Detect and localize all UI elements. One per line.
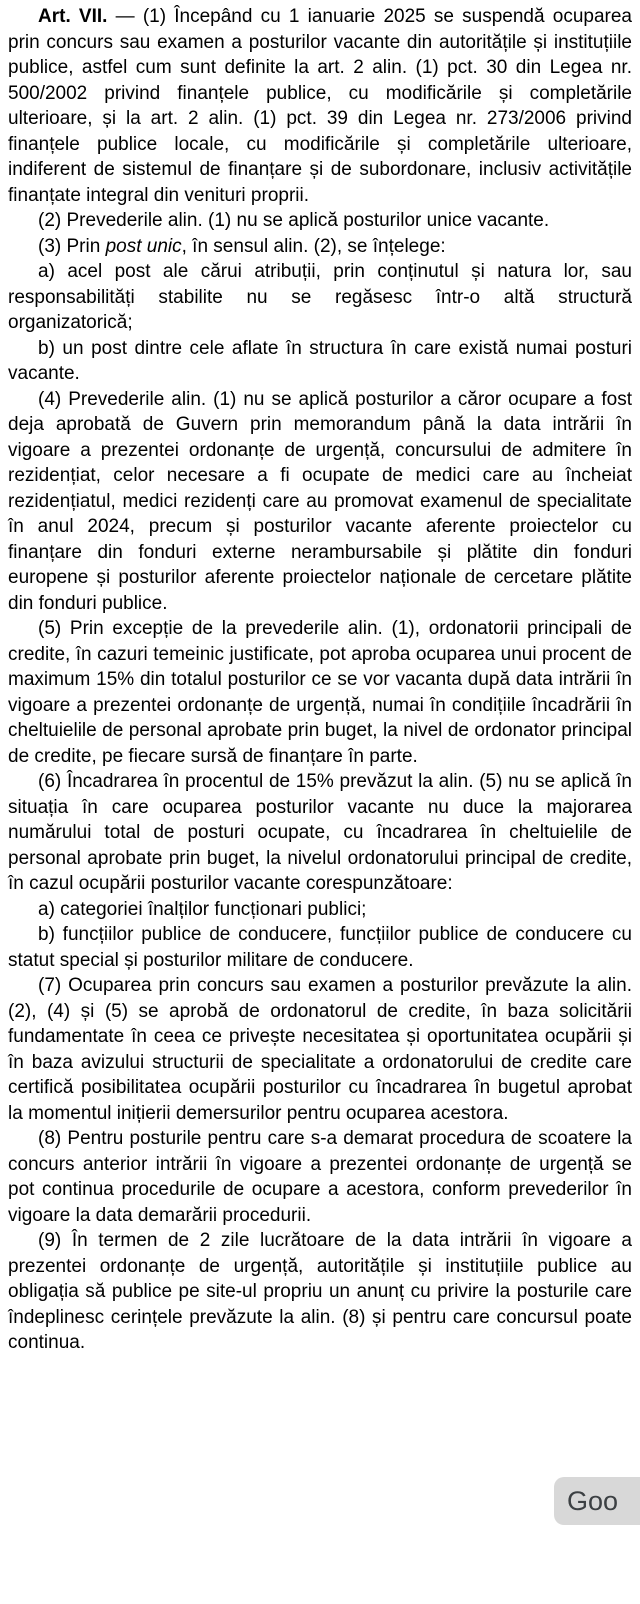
text-run: (6) Încadrarea în procentul de 15% prevăzut la alin. (5) nu se aplică în situația în care ocuparea posturilor vacante nu duce la majorarea numărului total de posturi ocupate, cu încadrarea în cheltuielile de personal aprobate prin buget, la nivelul ordonatorului principal de credite, în cazul ocupării posturilor vacante corespunzătoare: bbox=[8, 771, 632, 894]
paragraph bbox=[8, 897, 632, 923]
paragraph bbox=[8, 616, 632, 769]
text-run: (2) Prevederile alin. (1) nu se aplică posturilor unice vacante. bbox=[38, 210, 550, 231]
paragraph bbox=[8, 234, 632, 260]
text-run: (4) Prevederile alin. (1) nu se aplică posturilor a căror ocupare a fost deja aprobată de Guvern prin memorandum până la data intrării în vigoare a prezentei ordonanțe de urgență, concursului de admitere în rezidențiat, celor necesare a fi ocupate de medici care au încheiat rezidențiatul, medici rezidenți care au promovat examenul de specialitate în anul 2024, precum și posturilor vacante aferente proiectelor cu finanțare din fonduri externe nerambursabile și plătite din fonduri europene și posturilor aferente proiectelor naționale de cercetare plătite din fonduri publice. bbox=[8, 388, 632, 614]
text-run: (7) Ocuparea prin concurs sau examen a posturilor prevăzute la alin. (2), (4) și (5) se aprobă de ordonatorul de credite, în baza solicitării fundamentate în ceea ce privește necesitatea și oportunitatea ocupării și în baza avizului structurii de specialitate a ordonatorului de credite care certifică posibilitatea ocupării posturilor cu încadrarea în bugetul aprobat la momentul inițierii demersurilor pentru ocuparea acestora. bbox=[8, 975, 632, 1124]
google-widget-label: Goo bbox=[567, 1485, 619, 1516]
text-run: (3) Prin bbox=[38, 235, 106, 257]
paragraph bbox=[8, 769, 632, 897]
paragraph bbox=[8, 387, 632, 617]
text-run: a) acel post ale cărui atribuții, prin conținutul și natura lor, sau responsabilități stabilite nu se regăsesc într-o altă structură organizatorică; bbox=[8, 261, 632, 333]
text-run: , în sensul alin. (2), se înțelege: bbox=[181, 235, 446, 257]
text-run: (9) În termen de 2 zile lucrătoare de la data intrării în vigoare a prezentei ordonanțe de urgență, autoritățile și instituțiile publice au obligația să publice pe site-ul propriu un anunț cu privire la posturile care îndeplinesc cerințele prevăzute la alin. (8) și pentru care concursul poate continua. bbox=[8, 1230, 632, 1353]
text-run: b) un post dintre cele aflate în structura în care există numai posturi vacante. bbox=[8, 337, 632, 384]
text-run: post unic bbox=[105, 235, 182, 257]
text-run: (5) Prin excepție de la prevederile alin. (1), ordonatorii principali de credite, în cazuri temeinic justificate, pot aproba ocuparea unui procent de maximum 15% din totalul posturilor ce se vor vacanta după data intrării în vigoare a prezentei ordonanțe de urgență, numai în condițiile încadrării în cheltuielile de personal aprobate prin buget, la nivel de ordonator principal de credite, pe fiecare sursă de finanțare în parte. bbox=[8, 618, 632, 767]
paragraph bbox=[8, 208, 632, 234]
text-run: (8) Pentru posturile pentru care s-a demarat procedura de scoatere la concurs anterior intrării în vigoare a prezentei ordonanțe de urgență se pot continua procedurile de ocupare a acestora, conform prevederilor în vigoare la data demarării procedurii. bbox=[8, 1128, 632, 1226]
text-run: b) funcțiilor publice de conducere, funcțiilor publice de conducere cu statut special și posturilor militare de conducere. bbox=[8, 924, 632, 971]
paragraph bbox=[8, 973, 632, 1126]
paragraph bbox=[8, 1228, 632, 1356]
paragraph bbox=[8, 259, 632, 336]
text-run: Art. VII. bbox=[38, 6, 108, 27]
paragraph bbox=[8, 336, 632, 387]
google-widget-button[interactable] bbox=[554, 1477, 640, 1525]
paragraph bbox=[8, 1126, 632, 1228]
paragraph bbox=[8, 4, 632, 208]
paragraph bbox=[8, 922, 632, 973]
text-run: a) categoriei înalților funcționari publici; bbox=[38, 898, 367, 920]
text-run: — (1) Începând cu 1 ianuarie 2025 se suspendă ocuparea prin concurs sau examen a posturilor vacante din autoritățile și instituțiile publice, astfel cum sunt definite la art. 2 alin. (1) pct. 30 din Legea nr. 500/2002 privind finanțele publice, cu modificările și completările ulterioare, și la art. 2 alin. (1) pct. 39 din Legea nr. 273/2006 privind finanțele publice locale, cu modificările și completările ulterioare, indiferent de sistemul de finanțare și de subordonare, inclusiv activitățile finanțate integral din venituri proprii. bbox=[8, 6, 632, 206]
